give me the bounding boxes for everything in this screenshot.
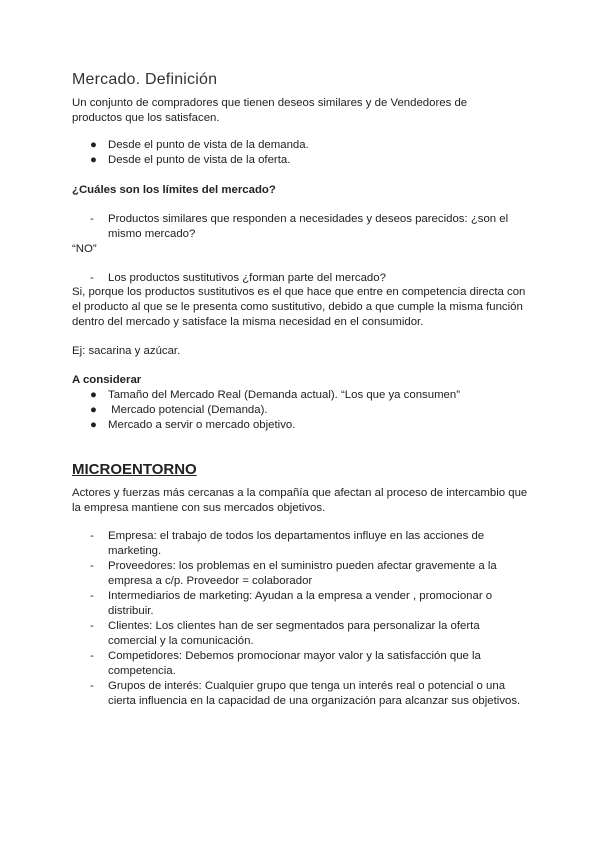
microentorno-intro: Actores y fuerzas más cercanas a la compañía que afectan al proceso de intercambio que la empresa mantiene con sus mercados objetivos. (72, 487, 528, 514)
dash-marker: - (90, 213, 94, 225)
mercado-bullet-list (72, 138, 512, 168)
microentorno-list (72, 529, 530, 709)
list-item: ● Desde el punto de vista de la oferta. (90, 154, 291, 166)
dash-marker: - (90, 620, 94, 632)
page-title: Mercado. Definición (72, 71, 218, 88)
mercado-definition: Un conjunto de compradores que tienen deseos similares y de Vendedores de productos que los satisfacen. (72, 97, 468, 124)
dash-marker: - (90, 680, 94, 692)
list-item: - Competidores: Debemos promocionar mayor valor y la satisfacción que la competencia. (90, 650, 481, 677)
bullet-marker: ● (90, 419, 97, 431)
list-item: - Productos similares que responden a necesidades y deseos parecidos: ¿son el mismo mercado? (90, 213, 509, 240)
list-item: ● Mercado a servir o mercado objetivo. (90, 419, 296, 431)
list-item: ● Tamaño del Mercado Real (Demanda actual). “Los que ya consumen” (90, 389, 461, 401)
list-item: - Intermediarios de marketing: Ayudan a la empresa a vender , promocionar o distribuir. (90, 590, 493, 617)
list-item: - Los productos sustitutivos ¿forman parte del mercado? (90, 272, 386, 284)
list-item: ● Desde el punto de vista de la demanda. (90, 139, 309, 151)
bullet-marker: ● (90, 154, 97, 166)
dash-marker: - (90, 530, 94, 542)
limites-question-2 (72, 271, 512, 286)
dash-marker: - (90, 560, 94, 572)
list-item: ● Mercado potencial (Demanda). (90, 404, 268, 416)
bullet-marker: ● (90, 389, 97, 401)
list-item: - Empresa: el trabajo de todos los departamentos influye en las acciones de marketing. (90, 530, 485, 557)
microentorno-title: MICROENTORNO (72, 461, 197, 478)
limites-question-1 (72, 212, 512, 242)
dash-marker: - (90, 590, 94, 602)
dash-marker: - (90, 272, 94, 284)
dash-marker: - (90, 650, 94, 662)
limites-heading: ¿Cuáles son los límites del mercado? (72, 184, 276, 196)
considerar-bullet-list (72, 388, 512, 433)
list-item: - Proveedores: los problemas en el suministro pueden afectar gravemente a la empresa a c/p. Proveedor = colaborador (90, 560, 497, 587)
considerar-heading: A considerar (72, 374, 142, 386)
list-item: - Clientes: Los clientes han de ser segmentados para personalizar la oferta comercial y la comunicación. (90, 620, 480, 647)
limites-answer-1: “NO” (72, 243, 97, 255)
bullet-marker: ● (90, 139, 97, 151)
list-item: - Grupos de interés: Cualquier grupo que tenga un interés real o potencial o una cierta influencia en la capacidad de una organización para alcanzar sus objetivos. (90, 680, 521, 707)
example-text: Ej: sacarina y azúcar. (72, 345, 181, 357)
limites-answer-2: Si, porque los productos sustitutivos es el que hace que entre en competencia directa con el producto al que se le presenta como sustitutivo, debido a que cumple la misma función dentro del mercado y satisface la misma necesidad en el consumidor. (72, 286, 526, 328)
bullet-marker: ● (90, 404, 97, 416)
